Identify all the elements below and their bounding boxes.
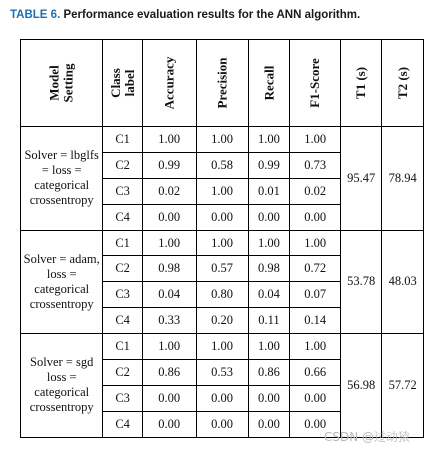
accuracy-cell: 0.02 xyxy=(142,178,196,204)
class-label-cell: C2 xyxy=(103,256,142,282)
precision-cell: 0.00 xyxy=(196,411,248,437)
precision-cell: 0.00 xyxy=(196,385,248,411)
table-caption xyxy=(10,9,360,21)
t2-time-cell: 78.94 xyxy=(382,127,424,231)
model-setting-line: = loss = xyxy=(41,163,82,178)
f1-score-cell: 0.00 xyxy=(290,411,341,437)
table-row xyxy=(21,334,424,360)
recall-cell: 0.98 xyxy=(248,256,290,282)
class-label-cell: C4 xyxy=(103,308,142,334)
model-setting-line: categorical xyxy=(34,178,90,193)
f1-score-cell: 0.72 xyxy=(290,256,341,282)
precision-cell: 0.00 xyxy=(196,204,248,230)
f1-score-cell: 1.00 xyxy=(290,127,341,153)
recall-cell: 0.00 xyxy=(248,411,290,437)
f1-score-cell: 0.02 xyxy=(290,178,341,204)
header-model-setting xyxy=(21,40,103,127)
recall-cell: 1.00 xyxy=(248,334,290,360)
class-label-cell: C4 xyxy=(103,204,142,230)
model-setting-cell xyxy=(21,127,103,231)
recall-cell: 0.86 xyxy=(248,360,290,386)
f1-score-cell: 0.66 xyxy=(290,360,341,386)
accuracy-cell: 0.86 xyxy=(142,360,196,386)
accuracy-cell: 0.00 xyxy=(142,411,196,437)
t2-time-cell: 57.72 xyxy=(382,334,424,438)
class-label-cell: C1 xyxy=(103,334,142,360)
f1-score-cell: 0.14 xyxy=(290,308,341,334)
model-setting-cell xyxy=(21,230,103,334)
f1-score-cell: 1.00 xyxy=(290,334,341,360)
recall-cell: 0.00 xyxy=(248,385,290,411)
precision-cell: 0.58 xyxy=(196,152,248,178)
class-label-cell: C3 xyxy=(103,385,142,411)
header-precision: Precision xyxy=(196,40,248,127)
precision-cell: 1.00 xyxy=(196,334,248,360)
header-t2: T2 (s) xyxy=(382,40,424,127)
precision-cell: 1.00 xyxy=(196,127,248,153)
f1-score-cell: 1.00 xyxy=(290,230,341,256)
header-recall: Recall xyxy=(248,40,290,127)
accuracy-cell: 0.98 xyxy=(142,256,196,282)
header-model-setting-line-1: Model xyxy=(46,64,62,101)
f1-score-cell: 0.07 xyxy=(290,282,341,308)
accuracy-cell: 0.99 xyxy=(142,152,196,178)
accuracy-cell: 1.00 xyxy=(142,230,196,256)
recall-cell: 0.04 xyxy=(248,282,290,308)
model-setting-line: loss = xyxy=(46,266,77,281)
model-setting-line: categorical xyxy=(34,385,90,400)
accuracy-cell: 1.00 xyxy=(142,127,196,153)
precision-cell: 0.53 xyxy=(196,360,248,386)
table-row xyxy=(21,127,424,153)
f1-score-cell: 0.00 xyxy=(290,385,341,411)
recall-cell: 1.00 xyxy=(248,230,290,256)
precision-cell: 0.20 xyxy=(196,308,248,334)
header-t1: T1 (s) xyxy=(341,40,382,127)
class-label-cell: C3 xyxy=(103,282,142,308)
table-number: TABLE 6. xyxy=(10,9,61,21)
t1-time-cell: 95.47 xyxy=(341,127,382,231)
t1-time-cell: 56.98 xyxy=(341,334,382,438)
t2-time-cell: 48.03 xyxy=(382,230,424,334)
precision-cell: 1.00 xyxy=(196,230,248,256)
t1-time-cell: 53.78 xyxy=(341,230,382,334)
model-setting-line: Solver = lbglfs xyxy=(24,148,99,163)
class-label-cell: C3 xyxy=(103,178,142,204)
header-class-label xyxy=(103,40,142,127)
model-setting-line: crossentropy xyxy=(29,296,94,311)
model-setting-line: categorical xyxy=(34,281,90,296)
class-label-cell: C1 xyxy=(103,230,142,256)
precision-cell: 1.00 xyxy=(196,178,248,204)
header-row xyxy=(21,40,424,127)
header-accuracy: Accuracy xyxy=(142,40,196,127)
accuracy-cell: 0.04 xyxy=(142,282,196,308)
recall-cell: 0.00 xyxy=(248,204,290,230)
header-class-label-line-1: Class xyxy=(107,67,123,98)
precision-cell: 0.80 xyxy=(196,282,248,308)
f1-score-cell: 0.73 xyxy=(290,152,341,178)
recall-cell: 0.01 xyxy=(248,178,290,204)
f1-score-cell: 0.00 xyxy=(290,204,341,230)
recall-cell: 0.99 xyxy=(248,152,290,178)
table-title: Performance evaluation results for the ANN algorithm. xyxy=(63,9,361,21)
model-setting-cell xyxy=(21,334,103,438)
table-row xyxy=(21,230,424,256)
class-label-cell: C4 xyxy=(103,411,142,437)
header-f1-score: F1-Score xyxy=(290,40,341,127)
recall-cell: 0.11 xyxy=(248,308,290,334)
model-setting-line: Solver = adam, xyxy=(23,251,100,266)
precision-cell: 0.57 xyxy=(196,256,248,282)
header-class-label-line-2: label xyxy=(121,69,137,96)
watermark: CSDN @过动猿 xyxy=(323,430,410,444)
accuracy-cell: 0.33 xyxy=(142,308,196,334)
model-setting-line: loss = xyxy=(46,370,77,385)
accuracy-cell: 1.00 xyxy=(142,334,196,360)
recall-cell: 1.00 xyxy=(248,127,290,153)
model-setting-line: crossentropy xyxy=(29,400,94,415)
model-setting-line: Solver = sgd xyxy=(30,355,94,370)
accuracy-cell: 0.00 xyxy=(142,385,196,411)
header-model-setting-line-2: Setting xyxy=(60,63,76,102)
class-label-cell: C2 xyxy=(103,152,142,178)
class-label-cell: C1 xyxy=(103,127,142,153)
class-label-cell: C2 xyxy=(103,360,142,386)
model-setting-line: crossentropy xyxy=(29,193,94,208)
accuracy-cell: 0.00 xyxy=(142,204,196,230)
results-table xyxy=(20,39,424,438)
